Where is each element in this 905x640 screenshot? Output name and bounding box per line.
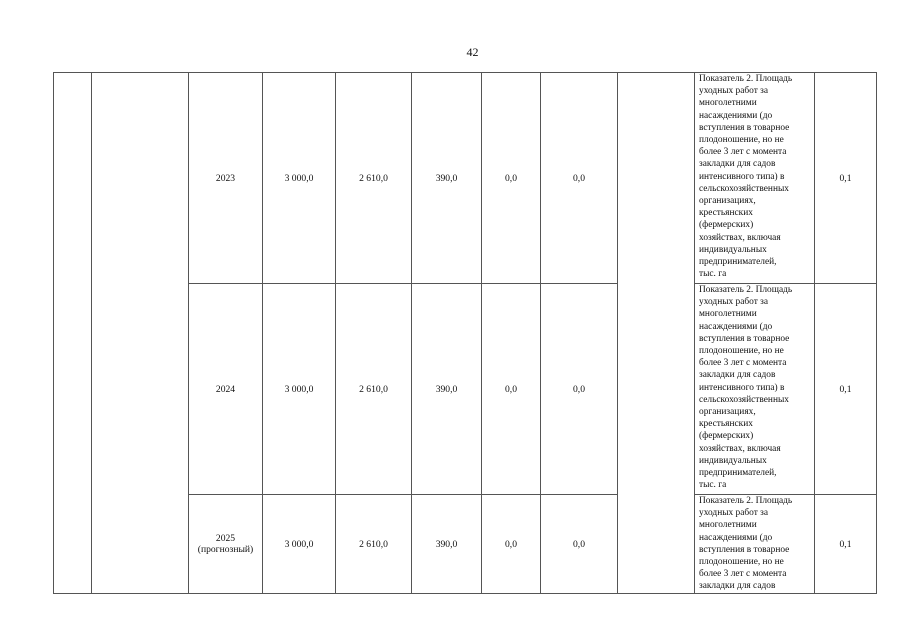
- other-cell: 0,0: [541, 284, 618, 495]
- year-cell: [189, 495, 263, 594]
- indicator-value-cell: 0,1: [815, 73, 877, 284]
- indicator-cell: Показатель 2. Площадь уходных работ за многолетними насаждениями (до вступления в товарное плодоношение, но не более 3 лет с момента закладки для садов интенсивного типа) в сельскохозяйственных организациях, крестьянских (фермерских) хозяйствах, включая индивидуальных предпринимателей, тыс. га: [695, 73, 815, 284]
- federal-cell: 2 610,0: [336, 284, 412, 495]
- table-row: [54, 73, 877, 284]
- total-cell: 3 000,0: [263, 284, 336, 495]
- indicator-cell: Показатель 2. Площадь уходных работ за многолетними насаждениями (до вступления в товарное плодоношение, но не более 3 лет с момента закладки для садов: [695, 495, 815, 594]
- other-cell: 0,0: [541, 73, 618, 284]
- total-cell: 3 000,0: [263, 495, 336, 594]
- year-note-label: (прогнозный): [197, 544, 254, 555]
- federal-cell: 2 610,0: [336, 73, 412, 284]
- local-cell: 0,0: [482, 73, 541, 284]
- year-cell: 2023: [189, 73, 263, 284]
- indicator-value-cell: 0,1: [815, 495, 877, 594]
- federal-cell: 2 610,0: [336, 495, 412, 594]
- year-cell: 2024: [189, 284, 263, 495]
- local-cell: 0,0: [482, 284, 541, 495]
- year-label: 2025: [215, 533, 236, 544]
- regional-cell: 390,0: [412, 495, 482, 594]
- regional-cell: 390,0: [412, 284, 482, 495]
- empty-cell-number: [54, 73, 92, 594]
- indicator-cell: Показатель 2. Площадь уходных работ за многолетними насаждениями (до вступления в товарное плодоношение, но не более 3 лет с момента закладки для садов интенсивного типа) в сельскохозяйственных организациях, крестьянских (фермерских) хозяйствах, включая индивидуальных предпринимателей, тыс. га: [695, 284, 815, 495]
- indicator-value-cell: 0,1: [815, 284, 877, 495]
- other-cell: 0,0: [541, 495, 618, 594]
- regional-cell: 390,0: [412, 73, 482, 284]
- empty-cell-name: [92, 73, 189, 594]
- total-cell: 3 000,0: [263, 73, 336, 284]
- local-cell: 0,0: [482, 495, 541, 594]
- page-number: 42: [466, 45, 479, 59]
- empty-cell-executor: [618, 73, 695, 594]
- budget-table: [53, 72, 877, 594]
